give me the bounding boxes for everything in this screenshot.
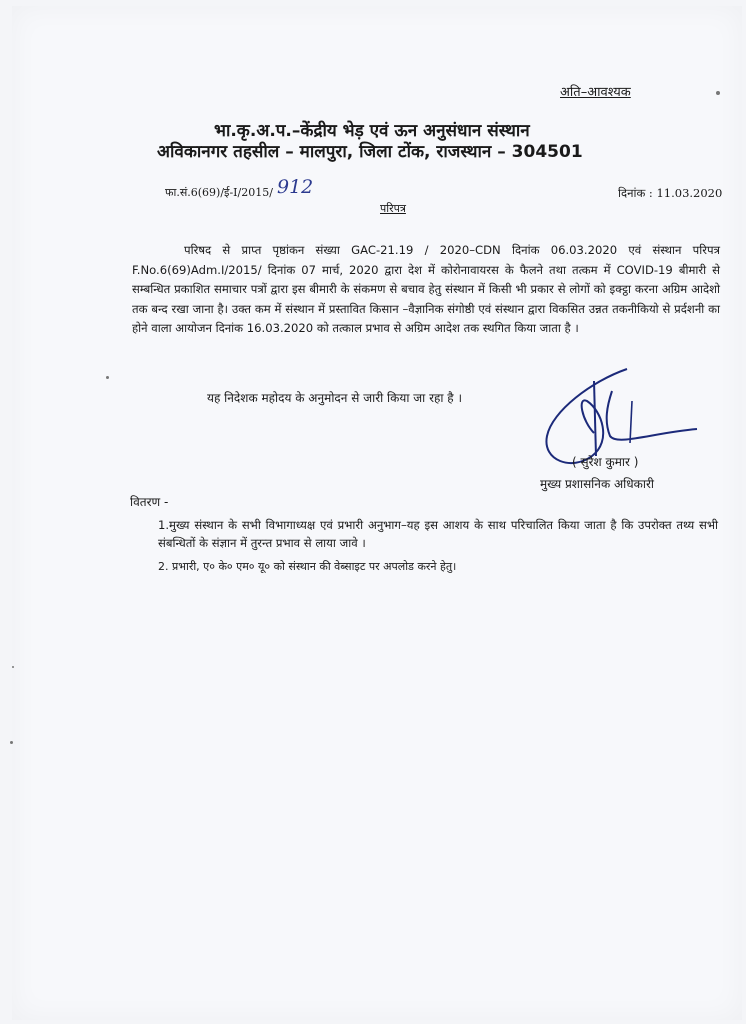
distribution-item-2: 2. प्रभारी, ए० के० एम० यू० को संस्थान की वेब्साइट पर अपलोड करने हेतु। — [158, 560, 457, 573]
paper-speck — [12, 666, 14, 668]
distribution-item-1: 1.मुख्य संस्थान के सभी विभागाध्यक्ष एवं प्रभारी अनुभाग–यह इस आशय के साथ परिचालित किया जाता है कि उपरोक्त तथ्य सभी संबन्धितों के संज्ञान में तुरन्त प्रभाव से लाया जावे । — [158, 518, 718, 550]
document-date: दिनांक : 11.03.2020 — [618, 186, 723, 200]
paper-speck — [106, 376, 109, 379]
paper-speck — [716, 91, 720, 95]
organization-name: भा.कृ.अ.प.–केंद्रीय भेड़ एवं ऊन अनुसंधान संस्थान — [214, 121, 530, 141]
organization-address: अविकानगर तहसील – मालपुरा, जिला टोंक, राजस्थान – 304501 — [157, 142, 583, 162]
paper-speck — [10, 741, 13, 744]
document-type-heading: परिपत्र — [380, 202, 406, 215]
urgent-label: अति–आवश्यक — [560, 85, 631, 100]
approval-note: यह निदेशक महोदय के अनुमोदन से जारी किया जा रहा है । — [207, 391, 463, 405]
circular-body-paragraph: परिषद से प्राप्त पृष्ठांकन संख्या GAC-21.19 / 2020–CDN दिनांक 06.03.2020 एवं संस्थान परिपत्र F.No.6(69)Adm.I/2015/ दिनांक 07 मार्च, 2020 द्वारा देश में कोरोनावायरस के फैलने तथा तत्कम में COVID-19 बीमारी से सम्बन्धित प्रकाशित समाचार पत्रों द्वारा इस बीमारी के संकमण से बचाव हेतु संस्थान में किसी भी प्रकार से लोगों को इक्ट्ठा करना अग्रिम आदेशो तक बन्द रखा जाना है। उक्त कम में संस्थान में प्रस्तावित किसान –वैज्ञानिक संगोष्ठी एवं संस्थान द्वारा विकसित उन्नत तकनीकियो से प्रर्दशनी का होने वाला आयोजन दिनांक 16.03.2020 को तत्काल प्रभाव से अग्रिम आदेश तक स्थगित किया जाता है । — [132, 243, 720, 336]
file-number: फा.सं.6(69)/ई-I/2015/ — [165, 186, 273, 199]
signatory-title: मुख्य प्रशासनिक अधिकारी — [540, 477, 654, 491]
distribution-heading: वितरण - — [130, 495, 169, 509]
document-page — [12, 6, 742, 1020]
signatory-name: ( सुरेश कुमार ) — [572, 455, 639, 469]
handwritten-dispatch-number: 912 — [277, 176, 314, 198]
